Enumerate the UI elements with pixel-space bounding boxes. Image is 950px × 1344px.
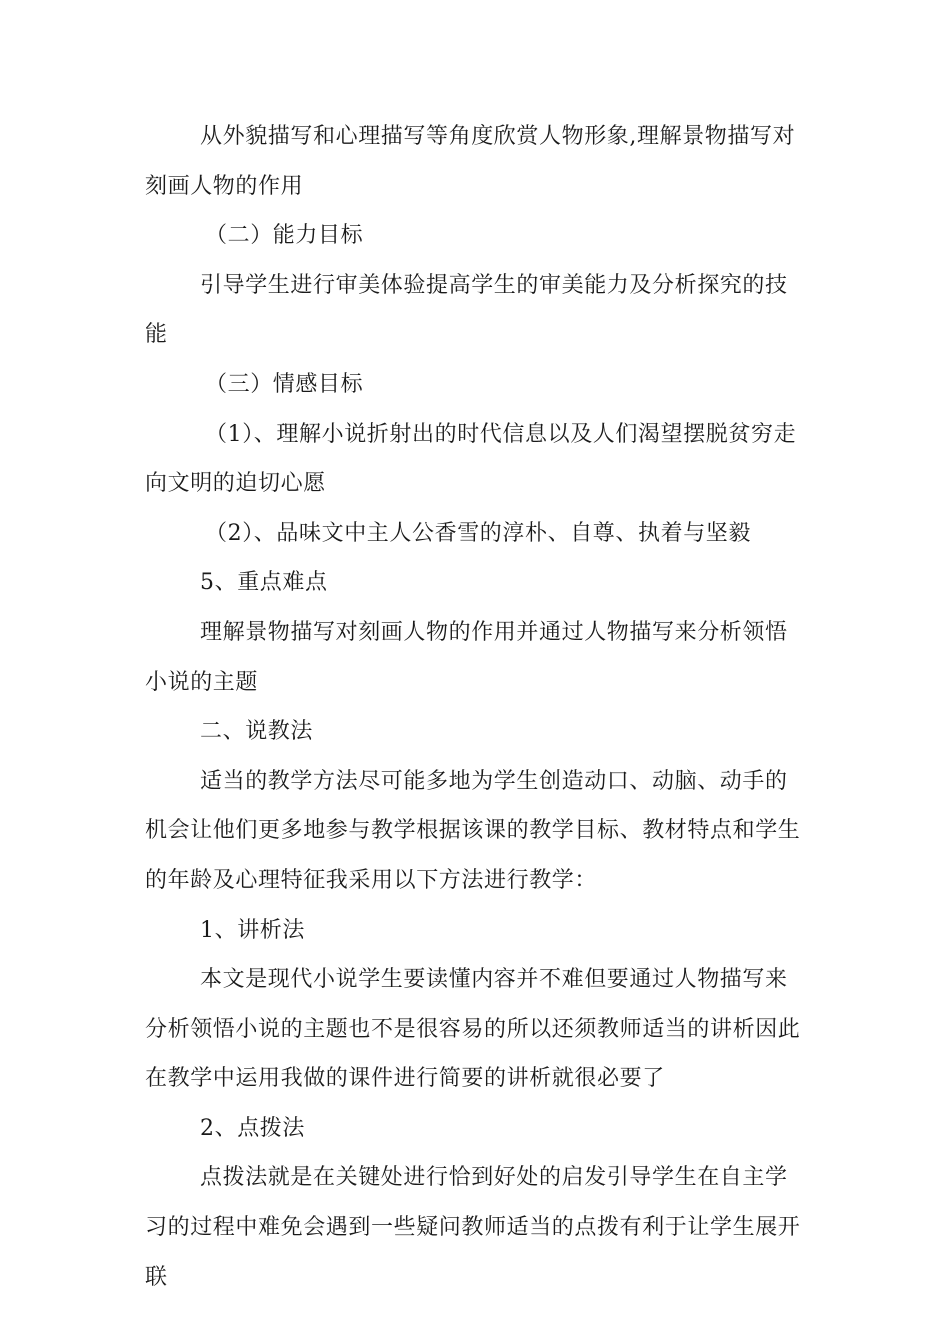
heading-guidance-method: 2、点拨法 [200, 1115, 305, 1141]
paragraph-appreciation-goal: 从外貌描写和心理描写等角度欣赏人物形象,理解景物描写对刻画人物的作用 [145, 124, 796, 199]
heading-key-points: 5、重点难点 [200, 570, 328, 596]
heading-teaching-method: 二、说教法 [200, 719, 314, 745]
heading-lecture-method: 1、讲析法 [200, 917, 305, 943]
paragraph-guidance-method: 点拨法就是在关键处进行恰到好处的启发引导学生在自主学习的过程中难免会遇到一些疑问教师适当的点拨有利于让学生展开联 [145, 1165, 801, 1290]
paragraph-emotion-goal-1: （1）、理解小说折射出的时代信息以及人们渴望摆脱贫穷走向文明的迫切心愿 [145, 421, 797, 497]
paragraph-teaching-method: 适当的教学方法尽可能多地为学生创造动口、动脑、动手的机会让他们更多地参与教学根据该课的教学目标、教材特点和学生的年龄及心理特征我采用以下方法进行教学： [145, 768, 801, 893]
paragraph-emotion-goal-2: （2）、品味文中主人公香雪的淳朴、自尊、执着与坚毅 [205, 520, 751, 546]
document-body [145, 112, 810, 1302]
paragraph-key-points: 理解景物描写对刻画人物的作用并通过人物描写来分析领悟小说的主题 [145, 619, 788, 695]
paragraph-lecture-method: 本文是现代小说学生要读懂内容并不难但要通过人物描写来分析领悟小说的主题也不是很容易的所以还须教师适当的讲析因此在教学中运用我做的课件进行简要的讲析就很必要了 [145, 967, 801, 1092]
paragraph-ability-goal: 引导学生进行审美体验提高学生的审美能力及分析探究的技能 [145, 272, 788, 348]
heading-emotion-goal: （三）情感目标 [205, 371, 364, 397]
heading-ability-goal: （二）能力目标 [205, 223, 364, 249]
